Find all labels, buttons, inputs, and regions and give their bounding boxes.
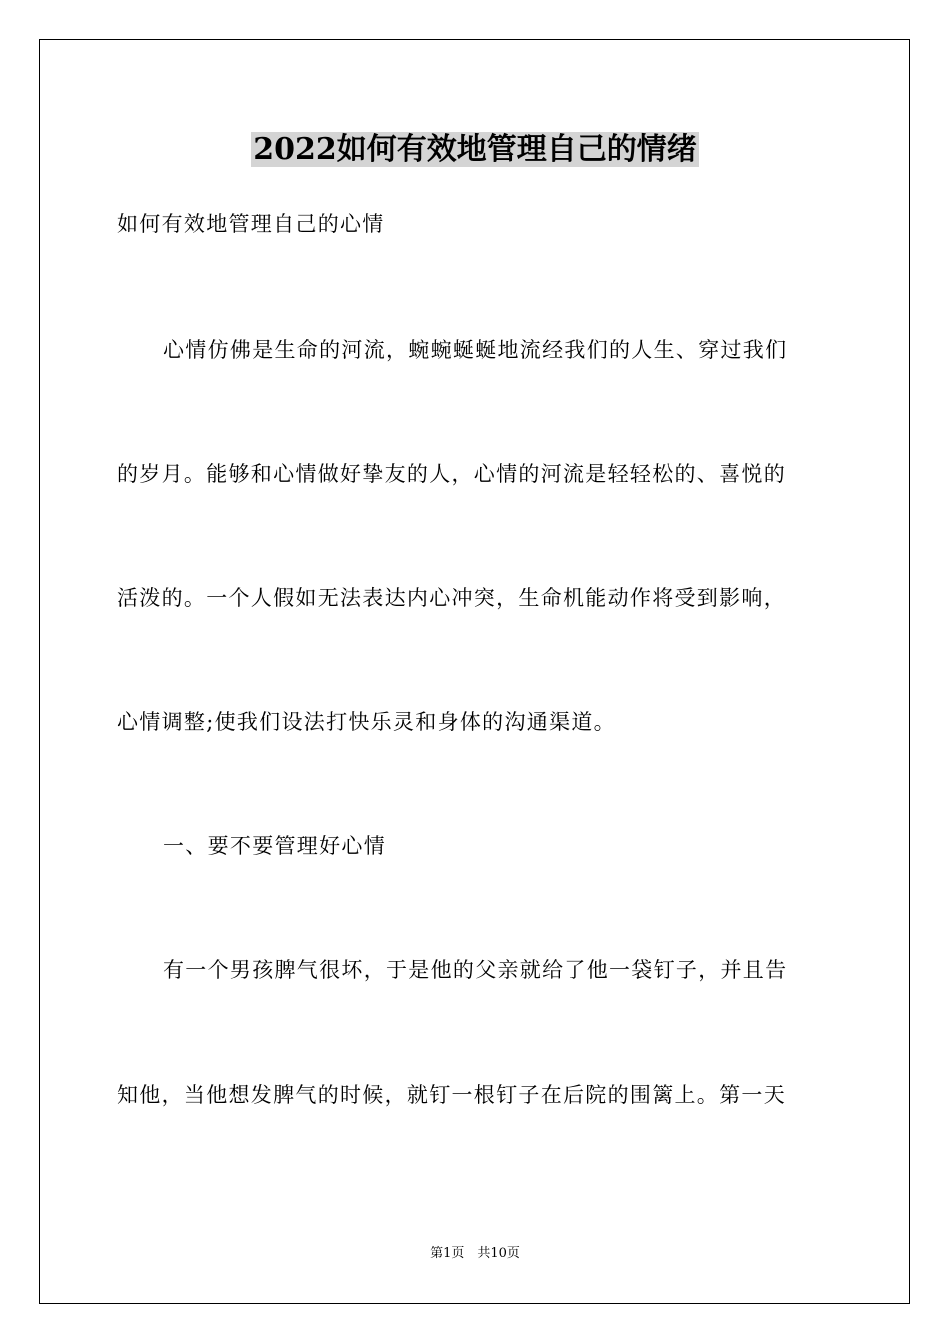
subtitle-line: 如何有效地管理自己的心情 [117,212,385,236]
section-heading: 一、要不要管理好心情 [163,834,386,858]
paragraph-line: 知他，当他想发脾气的时候，就钉一根钉子在后院的围篱上。第一天 [117,1083,786,1107]
paragraph-line: 心情调整;使我们设法打快乐灵和身体的沟通渠道。 [117,710,616,734]
document-title-text: 2022如何有效地管理自己的情绪 [253,132,697,167]
paragraph-line: 的岁月。能够和心情做好挚友的人，心情的河流是轻轻松的、喜悦的 [117,462,786,486]
document-title [0,128,950,172]
paragraph-line: 有一个男孩脾气很坏，于是他的父亲就给了他一袋钉子，并且告 [163,958,788,982]
paragraph-line: 活泼的。一个人假如无法表达内心冲突，生命机能动作将受到影响， [117,586,786,610]
page-footer: 第1页 共10页 [430,1246,520,1261]
paragraph-line: 心情仿佛是生命的河流，蜿蜿蜒蜒地流经我们的人生、穿过我们 [163,338,788,362]
